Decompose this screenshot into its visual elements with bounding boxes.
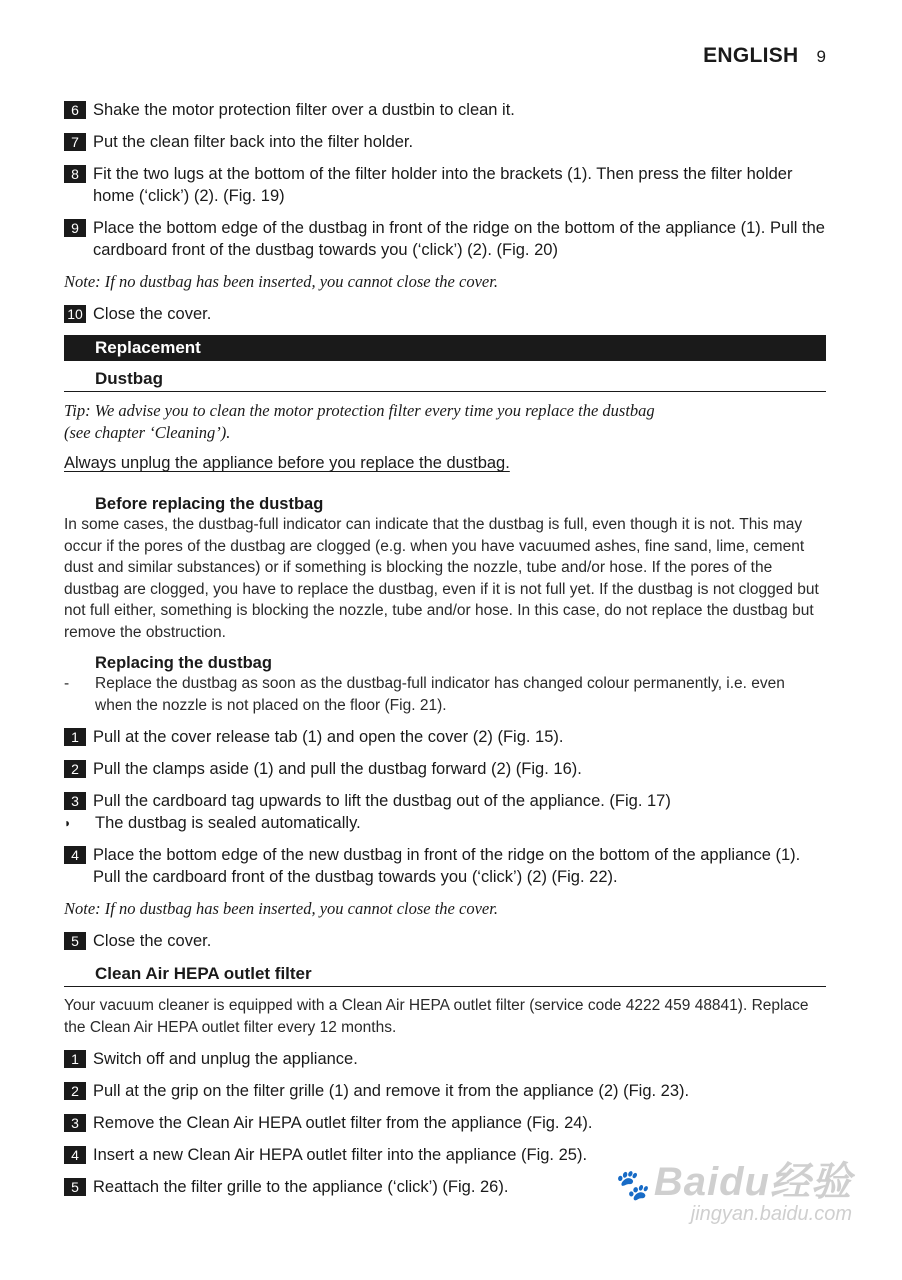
step-number: 1 <box>64 728 86 746</box>
step-text: Put the clean filter back into the filter holder. <box>93 133 414 151</box>
step-number: 3 <box>64 1114 86 1132</box>
step-text: Insert a new Clean Air HEPA outlet filter into the appliance (Fig. 25). <box>93 1146 588 1164</box>
bullet-replace-indicator <box>64 673 826 716</box>
step-number: 10 <box>64 305 86 323</box>
step-number: 4 <box>64 846 86 864</box>
language-label: ENGLISH <box>703 44 799 67</box>
step-number: 3 <box>64 792 86 810</box>
tip <box>64 400 826 444</box>
heading-replacing: Replacing the dustbag <box>95 654 272 672</box>
tip-line-2: (see chapter ‘Cleaning’). <box>64 423 231 442</box>
step-number: 2 <box>64 1082 86 1100</box>
step-text: Pull the clamps aside (1) and pull the dustbag forward (2) (Fig. 16). <box>93 760 582 778</box>
step-text: Fit the two lugs at the bottom of the filter holder into the brackets (1). Then press the filter holder home (‘click’) (2). (Fig. 19) <box>93 165 793 205</box>
watermark-brand <box>612 1150 852 1207</box>
hepa-step-3 <box>64 1112 826 1134</box>
page-number: 9 <box>816 47 826 66</box>
tip-line-1: Tip: We advise you to clean the motor protection filter every time you replace the dustbag <box>64 401 655 420</box>
heading-before-replacing: Before replacing the dustbag <box>95 495 324 513</box>
replace-step-4 <box>64 844 826 888</box>
step-number: 6 <box>64 101 86 119</box>
page-content <box>64 99 826 1208</box>
paragraph-before-replacing: In some cases, the dustbag-full indicator can indicate that the dustbag is full, even though it is not. This may occur if the pores of the dustbag are clogged (e.g. when you have vacuumed ashes, fine sand, lime, cement dust and similar substances) or if something is blocking the nozzle, tube and/or hose. If the pores of the dustbag are clogged, you have to replace the dustbag, even if it is not full yet. If the dustbag is not clogged but not full either, something is blocking the nozzle, tube and/or hose. In this case, do not replace the dustbag but remove the obstruction. <box>64 516 819 641</box>
step-number: 1 <box>64 1050 86 1068</box>
step-10 <box>64 303 826 325</box>
replace-step-5 <box>64 930 826 952</box>
hepa-step-2 <box>64 1080 826 1102</box>
step-text: Pull at the grip on the filter grille (1) and remove it from the appliance (2) (Fig. 23). <box>93 1082 690 1100</box>
result-arrow-icon: ◗ <box>64 816 72 830</box>
step-text: Remove the Clean Air HEPA outlet filter from the appliance (Fig. 24). <box>93 1114 593 1132</box>
step-9 <box>64 217 826 261</box>
warning-unplug <box>64 452 826 474</box>
step-number: 8 <box>64 165 86 183</box>
step-number: 4 <box>64 1146 86 1164</box>
step-text: Pull the cardboard tag upwards to lift the dustbag out of the appliance. (Fig. 17) <box>93 792 671 810</box>
baidu-watermark <box>612 1150 852 1226</box>
warning-text: Always unplug the appliance before you replace the dustbag. <box>64 454 510 472</box>
replace-step-2 <box>64 758 826 780</box>
step-number: 5 <box>64 1178 86 1196</box>
subsection-title-hepa: Clean Air HEPA outlet filter <box>64 962 826 987</box>
dash-marker: - <box>64 675 70 692</box>
replace-step-3 <box>64 790 826 812</box>
note-no-dustbag: Note: If no dustbag has been inserted, you cannot close the cover. <box>64 272 498 291</box>
watermark-brand-text: Baidu经验 <box>653 1160 852 1204</box>
subsection-title-dustbag: Dustbag <box>64 367 826 392</box>
section-title-replacement: Replacement <box>64 335 826 361</box>
step-text: Pull at the cover release tab (1) and open the cover (2) (Fig. 15). <box>93 728 564 746</box>
step-text: Reattach the filter grille to the appliance (‘click’) (Fig. 26). <box>93 1178 509 1196</box>
step-text: Close the cover. <box>93 932 212 950</box>
result-line <box>64 812 826 834</box>
step-text: Place the bottom edge of the new dustbag in front of the ridge on the bottom of the appliance (1). Pull the cardboard front of the dustbag towards you (‘click’) (2) (Fig. 22). <box>93 846 801 886</box>
hepa-step-1 <box>64 1048 826 1070</box>
page-header <box>703 44 826 68</box>
step-text: Switch off and unplug the appliance. <box>93 1050 358 1068</box>
result-text: The dustbag is sealed automatically. <box>95 814 361 832</box>
step-text: Place the bottom edge of the dustbag in front of the ridge on the bottom of the appliance (1). Pull the cardboard front of the dustbag towards you (‘click’) (2). (Fig. 20) <box>93 219 825 259</box>
paw-icon: 🐾 <box>611 1169 650 1202</box>
step-number: 7 <box>64 133 86 151</box>
watermark-url: jingyan.baidu.com <box>690 1203 852 1225</box>
step-number: 2 <box>64 760 86 778</box>
step-8 <box>64 163 826 207</box>
step-6 <box>64 99 826 121</box>
replace-step-1 <box>64 726 826 748</box>
step-number: 5 <box>64 932 86 950</box>
step-7 <box>64 131 826 153</box>
note-no-dustbag-2: Note: If no dustbag has been inserted, you cannot close the cover. <box>64 899 498 918</box>
step-text: Shake the motor protection filter over a dustbin to clean it. <box>93 101 515 119</box>
step-number: 9 <box>64 219 86 237</box>
step-text: Close the cover. <box>93 305 212 323</box>
bullet-text: Replace the dustbag as soon as the dustbag-full indicator has changed colour permanently, i.e. even when the nozzle is not placed on the floor (Fig. 21). <box>95 675 785 714</box>
paragraph-hepa: Your vacuum cleaner is equipped with a Clean Air HEPA outlet filter (service code 4222 459 48841). Replace the Clean Air HEPA outlet filter every 12 months. <box>64 997 809 1036</box>
